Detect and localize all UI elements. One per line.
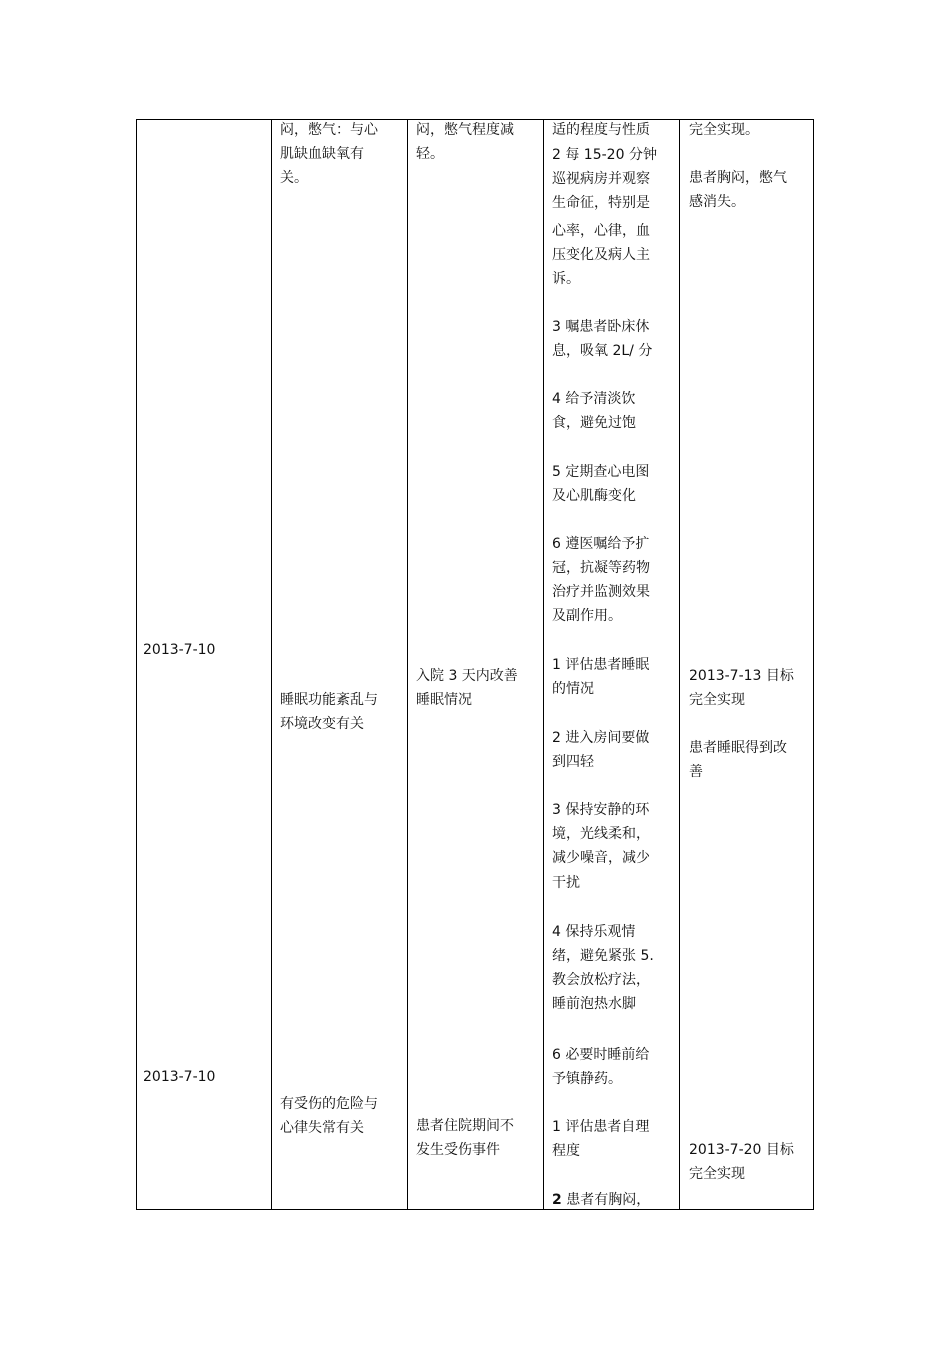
measure-text: 的情况: [552, 681, 594, 697]
diagnosis-text: 睡眠功能紊乱与: [280, 692, 378, 708]
evaluation-text: 2013-7-13 目标: [689, 668, 794, 684]
measure-text: 5 定期查心电图: [552, 464, 650, 480]
evaluation-text: 患者睡眠得到改: [689, 740, 787, 756]
measure-text: 2 进入房间要做: [552, 730, 650, 746]
goal-text: 患者住院期间不: [416, 1118, 514, 1134]
goal-text: 入院 3 天内改善: [416, 668, 518, 684]
measure-text: 压变化及病人主: [552, 247, 650, 263]
measure-text: 3 保持安静的环: [552, 802, 650, 818]
measure-text: 到四轻: [552, 754, 594, 770]
measure-text: 巡视病房并观察: [552, 171, 650, 187]
measure-text: 予镇静药。: [552, 1071, 622, 1087]
evaluation-text: 感消失。: [689, 194, 745, 210]
measure-text: 治疗并监测效果: [552, 584, 650, 600]
measure-text: 生命征，特别是: [552, 195, 650, 211]
goal-text: 闷，憋气程度减: [416, 122, 514, 138]
measure-text: 及副作用。: [552, 608, 622, 624]
measure-text: 心率，心律，血: [552, 223, 650, 239]
date-cell: 2013-7-10: [143, 642, 216, 658]
goal-text: 发生受伤事件: [416, 1142, 500, 1158]
diagnosis-text: 闷，憋气：与心: [280, 122, 378, 138]
column-divider: [271, 120, 272, 1209]
measure-text: 1 评估患者自理: [552, 1119, 650, 1135]
measure-text: 适的程度与性质: [552, 122, 650, 138]
column-divider: [679, 120, 680, 1209]
column-divider: [407, 120, 408, 1209]
measure-text: 息，吸氧 2L/ 分: [552, 343, 653, 359]
measure-text: 3 嘱患者卧床休: [552, 319, 650, 335]
goal-text: 轻。: [416, 146, 444, 162]
date-cell: 2013-7-10: [143, 1069, 216, 1085]
evaluation-text: 善: [689, 764, 703, 780]
measure-text: 2 每 15-20 分钟: [552, 147, 657, 163]
evaluation-text: 完全实现: [689, 692, 745, 708]
measure-text: 6 遵医嘱给予扩: [552, 536, 650, 552]
measure-text: 6 必要时睡前给: [552, 1047, 650, 1063]
measure-text-tail: 患者有胸闷，: [561, 1192, 651, 1208]
measure-text: 冠，抗凝等药物: [552, 560, 650, 576]
evaluation-text: 完全实现。: [689, 122, 759, 138]
measure-text: 1 评估患者睡眠: [552, 657, 650, 673]
diagnosis-text: 肌缺血缺氧有: [280, 146, 364, 162]
measure-text: 干扰: [552, 875, 580, 891]
measure-text: 诉。: [552, 271, 580, 287]
diagnosis-text: 关。: [280, 170, 308, 186]
measure-number: 2: [552, 1192, 562, 1208]
measure-text: 境，光线柔和，: [552, 826, 650, 842]
measure-text: 4 保持乐观情: [552, 924, 636, 940]
measure-text: 睡前泡热水脚: [552, 996, 636, 1012]
evaluation-text: 完全实现: [689, 1166, 745, 1182]
measure-text: 教会放松疗法，: [552, 972, 650, 988]
evaluation-text: 2013-7-20 目标: [689, 1142, 794, 1158]
measure-text: 程度: [552, 1143, 580, 1159]
measure-text: 减少噪音，减少: [552, 850, 650, 866]
measure-text: [552, 1188, 650, 1212]
measure-text: 及心肌酶变化: [552, 488, 636, 504]
evaluation-text: 患者胸闷，憋气: [689, 170, 787, 186]
measure-text: 食，避免过饱: [552, 415, 636, 431]
diagnosis-text: 环境改变有关: [280, 716, 364, 732]
goal-text: 睡眠情况: [416, 692, 472, 708]
diagnosis-text: 有受伤的危险与: [280, 1096, 378, 1112]
column-divider: [543, 120, 544, 1209]
diagnosis-text: 心律失常有关: [280, 1120, 364, 1136]
measure-text: 绪，避免紧张 5.: [552, 948, 654, 964]
measure-text: 4 给予清淡饮: [552, 391, 636, 407]
